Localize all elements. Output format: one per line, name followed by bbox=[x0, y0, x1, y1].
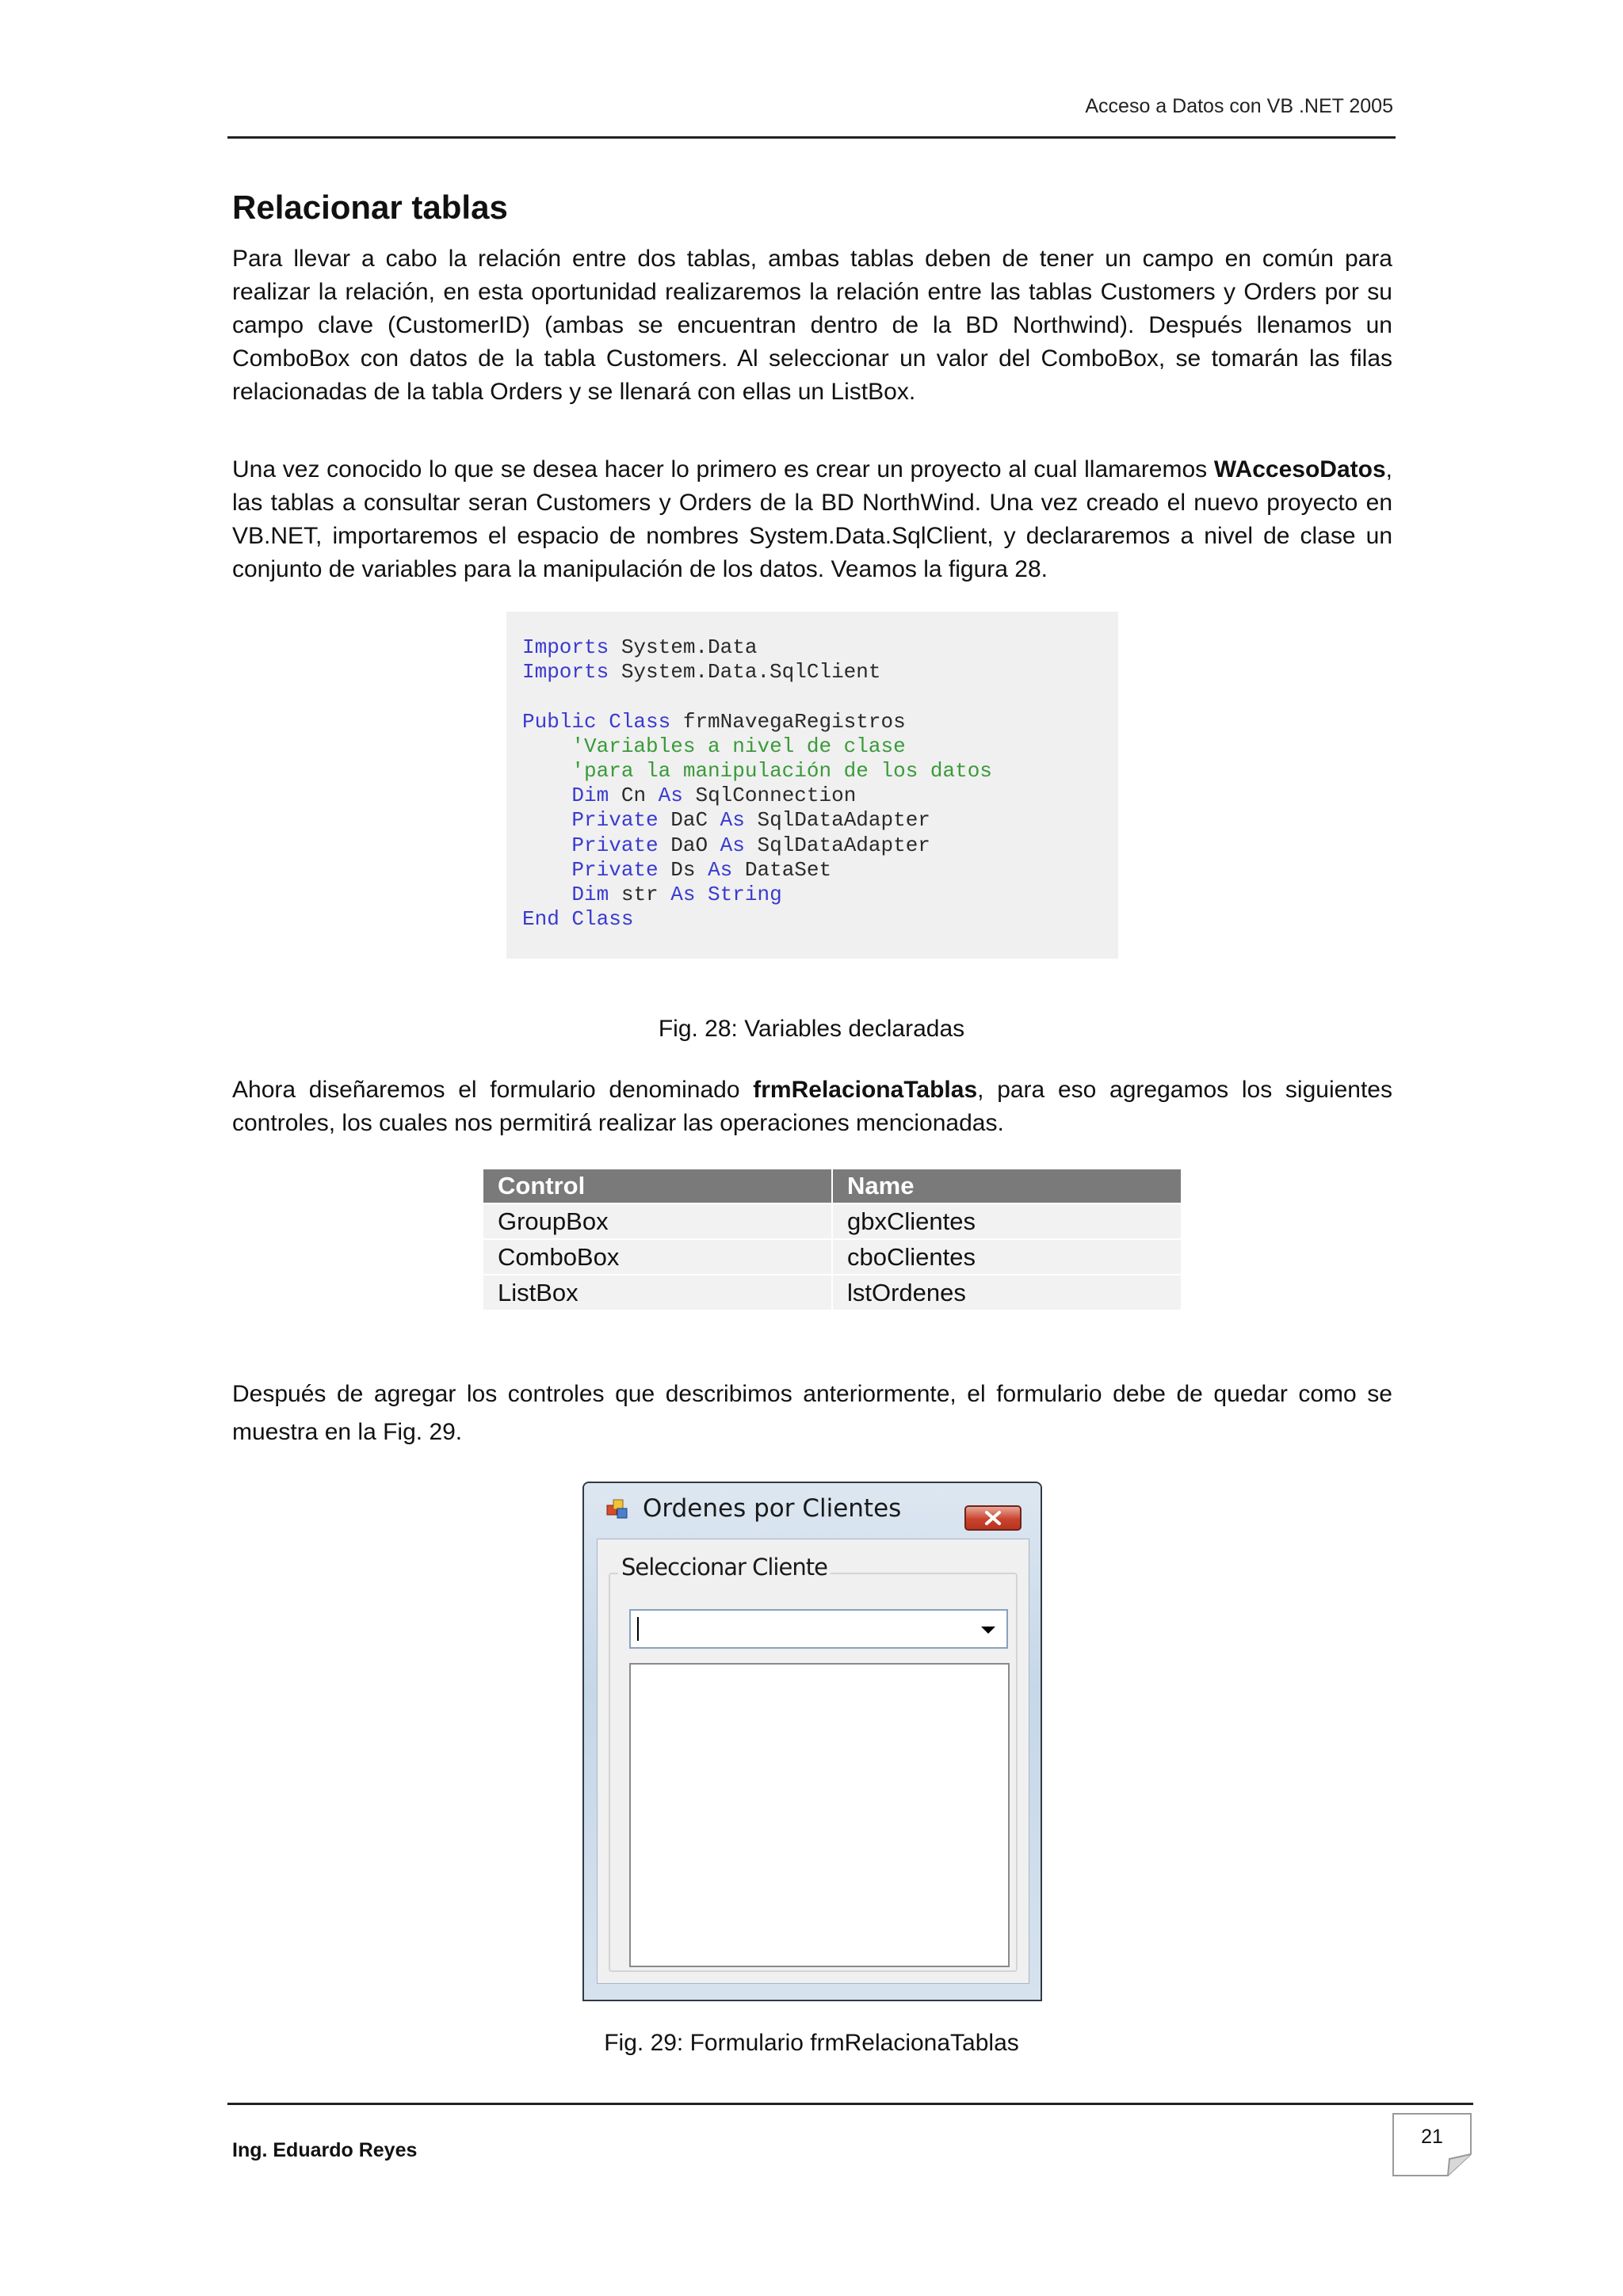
running-header: Acceso a Datos con VB .NET 2005 bbox=[1085, 95, 1393, 117]
code-keyword: End Class bbox=[522, 907, 634, 932]
footer-author: Ing. Eduardo Reyes bbox=[232, 2139, 418, 2161]
code-token: DaO bbox=[658, 833, 720, 857]
code-keyword: As bbox=[720, 833, 745, 857]
paragraph-project-text-b: , las tablas a consultar seran Customers y Orders de la BD NorthWind. Una vez creado el nuevo proyecto en VB.NET, importaremos el espacio de nombres System.Data.SqlClient, y declararemos a nivel de clase un conjunto de variables para la manipulación de los datos. Veamos la figura 28. bbox=[232, 456, 1392, 582]
footer-rule bbox=[227, 2103, 1473, 2105]
table-row bbox=[483, 1203, 1181, 1239]
close-button[interactable] bbox=[964, 1505, 1022, 1531]
code-token: Ds bbox=[658, 857, 708, 882]
table-cell: gbxClientes bbox=[832, 1203, 1181, 1239]
code-keyword: Imports bbox=[522, 635, 609, 659]
code-token: SqlConnection bbox=[682, 784, 857, 808]
table-header-row bbox=[483, 1169, 1181, 1203]
code-keyword: Dim bbox=[571, 883, 609, 907]
code-token: System.Data.SqlClient bbox=[609, 660, 881, 685]
paragraph-form-text-a: Ahora diseñaremos el formulario denominado bbox=[232, 1077, 754, 1103]
code-keyword: Private bbox=[571, 833, 659, 857]
code-keyword: As bbox=[720, 808, 745, 833]
table-cell: ComboBox bbox=[483, 1239, 832, 1275]
code-keyword: Private bbox=[571, 857, 659, 882]
chevron-down-icon[interactable] bbox=[981, 1627, 995, 1634]
close-icon bbox=[966, 1507, 1020, 1529]
code-token: SqlDataAdapter bbox=[744, 808, 930, 833]
code-listing bbox=[506, 612, 1118, 959]
group-box-title: Seleccionar Cliente bbox=[618, 1554, 831, 1581]
window-titlebar[interactable] bbox=[584, 1483, 1041, 1527]
table-cell: ListBox bbox=[483, 1275, 832, 1310]
code-keyword: As bbox=[708, 857, 733, 882]
paragraph-form bbox=[232, 1074, 1392, 1140]
figure-29-caption: Fig. 29: Formulario frmRelacionaTablas bbox=[604, 2030, 1019, 2056]
customer-combobox[interactable] bbox=[629, 1609, 1008, 1649]
page-number: 21 bbox=[1421, 2126, 1443, 2148]
paragraph-result: Después de agregar los controles que describimos anteriormente, el formulario debe de quedar como se muestra en la Fig. 29. bbox=[232, 1381, 1392, 1445]
text-caret bbox=[637, 1617, 639, 1641]
table-cell: cboClientes bbox=[832, 1239, 1181, 1275]
paragraph-project-text-a: Una vez conocido lo que se desea hacer lo primero es crear un proyecto al cual llamaremos bbox=[232, 456, 1214, 482]
paragraph-form-text-b: , para eso agregamos los siguientes controles, los cuales nos permitirá realizar las operaciones mencionadas. bbox=[232, 1077, 1392, 1136]
form-app-icon bbox=[606, 1497, 628, 1520]
paragraph-project bbox=[232, 453, 1392, 586]
table-header-control: Control bbox=[483, 1169, 832, 1203]
form-window bbox=[582, 1482, 1042, 2001]
header-rule bbox=[227, 136, 1396, 139]
form-name: frmRelacionaTablas bbox=[753, 1077, 978, 1103]
form-client-area bbox=[597, 1539, 1029, 1984]
code-token: str bbox=[609, 883, 671, 907]
figure-28-caption: Fig. 28: Variables declaradas bbox=[658, 1016, 965, 1042]
code-keyword: Private bbox=[571, 808, 659, 833]
code-token: System.Data bbox=[609, 635, 758, 659]
code-text bbox=[522, 635, 992, 932]
table-row bbox=[483, 1275, 1181, 1310]
code-keyword: Public Class bbox=[522, 709, 671, 734]
table-row bbox=[483, 1239, 1181, 1275]
orders-listbox[interactable] bbox=[629, 1663, 1010, 1967]
code-token: DaC bbox=[658, 808, 720, 833]
code-token: DataSet bbox=[732, 857, 832, 882]
code-token: frmNavegaRegistros bbox=[670, 709, 906, 734]
table-cell: GroupBox bbox=[483, 1203, 832, 1239]
section-title: Relacionar tablas bbox=[232, 189, 508, 226]
code-keyword: As bbox=[658, 784, 683, 808]
code-keyword: Imports bbox=[522, 660, 609, 685]
code-keyword: Dim bbox=[571, 784, 609, 808]
code-keyword: As String bbox=[670, 883, 782, 907]
code-comment: 'Variables a nivel de clase bbox=[571, 734, 906, 758]
window-title: Ordenes por Clientes bbox=[643, 1494, 902, 1523]
table-cell: lstOrdenes bbox=[832, 1275, 1181, 1310]
code-comment: 'para la manipulación de los datos bbox=[571, 759, 992, 784]
code-token: Cn bbox=[609, 784, 659, 808]
table-header-name: Name bbox=[832, 1169, 1181, 1203]
project-name: WAccesoDatos bbox=[1213, 456, 1386, 482]
paragraph-intro: Para llevar a cabo la relación entre dos tablas, ambas tablas deben de tener un campo en común para realizar la relación, en esta oportunidad realizaremos la relación entre las tablas Customers y Orders por su campo clave (CustomerID) (ambas se encuentran dentro de la BD Northwind). Después llenamos un ComboBox con datos de la tabla Customers. Al seleccionar un valor del ComboBox, se tomarán las filas relacionadas de la tabla Orders y se llenará con ellas un ListBox. bbox=[232, 246, 1392, 405]
code-token: SqlDataAdapter bbox=[744, 833, 930, 857]
controls-table bbox=[483, 1169, 1181, 1310]
